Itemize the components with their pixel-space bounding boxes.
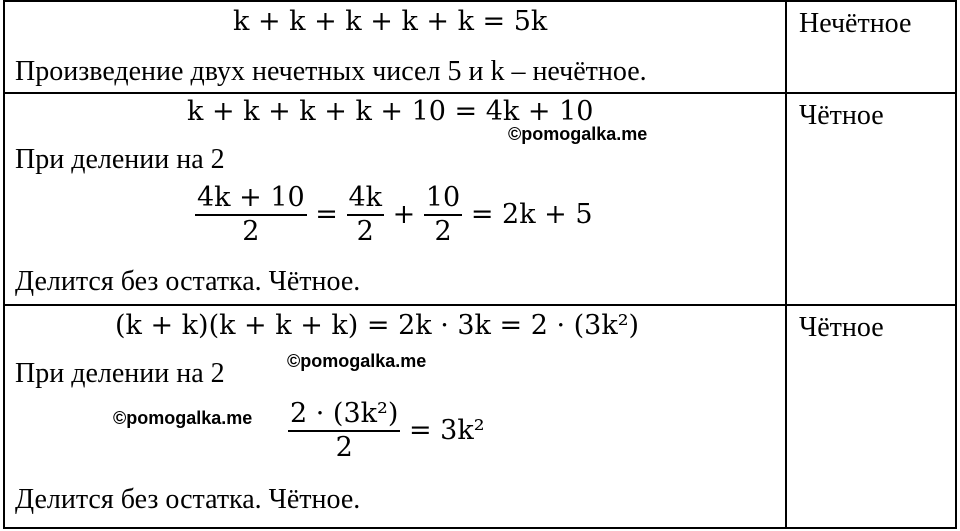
fraction: $\frac{\text{2 · (3k²)}}{2}$ bbox=[290, 398, 399, 463]
row2-formula: k + k + k + k + 10 = 4k + 10 bbox=[187, 96, 594, 127]
row2-conclusion: Делится без остатка. Чётное. bbox=[15, 266, 361, 297]
row3-main-cell bbox=[4, 305, 786, 528]
row1-result: Нечётное bbox=[799, 8, 912, 39]
fraction: $\frac{10}{2}$ bbox=[425, 182, 461, 247]
row1-formula: k + k + k + k + k = 5k bbox=[233, 6, 548, 37]
watermark: ©pomogalka.me bbox=[287, 351, 427, 371]
watermark: ©pomogalka.me bbox=[508, 124, 648, 144]
row1-result-cell bbox=[786, 1, 956, 93]
table-row bbox=[4, 1, 956, 93]
row3-result: Чётное bbox=[799, 312, 884, 343]
row2-main-cell bbox=[4, 93, 786, 305]
solution-table bbox=[3, 0, 957, 529]
row2-fraction-equation: $\frac{4k + 10}{2}$ = $\frac{4k}{2}$ + $\frac{10}{2}$ = 2k + 5 bbox=[197, 182, 593, 247]
row2-result-cell bbox=[786, 93, 956, 305]
table-row bbox=[4, 305, 956, 528]
row3-formula: (k + k)(k + k + k) = 2k · 3k = 2 · (3k²) bbox=[115, 310, 640, 341]
row2-intro: При делении на 2 bbox=[15, 144, 225, 175]
row1-text: Произведение двух нечетных чисел 5 и k – нечётное. bbox=[15, 56, 647, 87]
row3-result-cell bbox=[786, 305, 956, 528]
table-row bbox=[4, 93, 956, 305]
fraction: $\frac{4k + 10}{2}$ bbox=[197, 182, 305, 247]
fraction: $\frac{4k}{2}$ bbox=[348, 182, 383, 247]
row1-main-cell bbox=[4, 1, 786, 93]
watermark: ©pomogalka.me bbox=[113, 408, 253, 428]
row3-intro: При делении на 2 bbox=[15, 358, 225, 389]
row3-fraction-equation: $\frac{\text{2 · (3k²)}}{2}$ = 3k² bbox=[290, 398, 485, 463]
row2-result: Чётное bbox=[799, 100, 884, 131]
row3-conclusion: Делится без остатка. Чётное. bbox=[15, 484, 361, 515]
